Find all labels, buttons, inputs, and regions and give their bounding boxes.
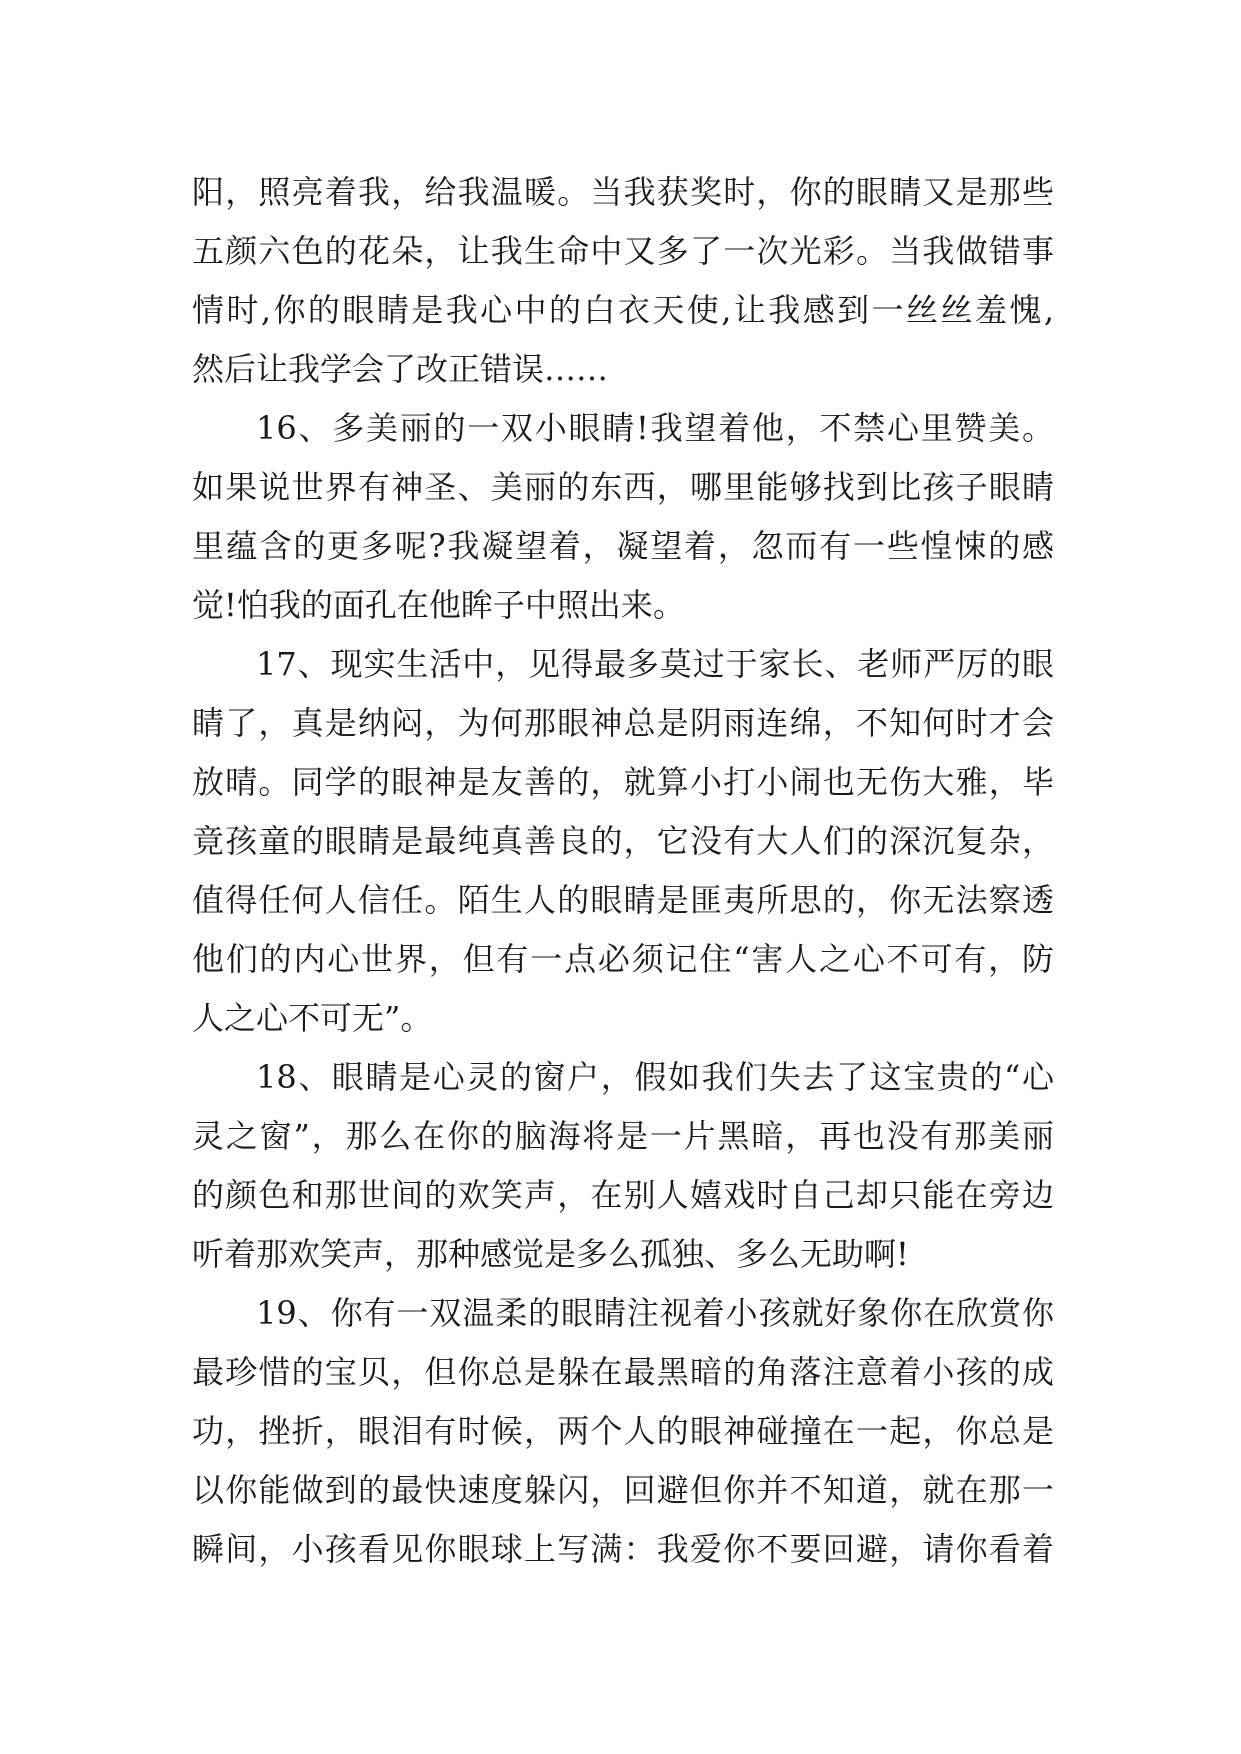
paragraph-16 xyxy=(192,399,1054,635)
text-line: 阳，照亮着我，给我温暖。当我获奖时，你的眼睛又是那些 xyxy=(192,173,1054,211)
text-line: 他们的内心世界，但有一点必须记住“害人之心不可有，防 xyxy=(192,940,1054,978)
text-line: 人之心不可无”。 xyxy=(192,999,433,1037)
text-line: 如果说世界有神圣、美丽的东西，哪里能够找到比孩子眼睛 xyxy=(192,468,1054,506)
document-body xyxy=(192,163,1054,1579)
text-line: 16、多美丽的一双小眼睛!我望着他，不禁心里赞美。 xyxy=(256,409,1054,447)
text-line: 五颜六色的花朵，让我生命中又多了一次光彩。当我做错事 xyxy=(192,232,1054,270)
text-line: 19、你有一双温柔的眼睛注视着小孩就好象你在欣赏你 xyxy=(256,1294,1054,1332)
paragraph-15-continued xyxy=(192,163,1054,399)
text-line: 功，挫折，眼泪有时候，两个人的眼神碰撞在一起，你总是 xyxy=(192,1412,1054,1450)
text-line: 以你能做到的最快速度躲闪，回避但你并不知道，就在那一 xyxy=(192,1471,1054,1509)
text-line: 17、现实生活中，见得最多莫过于家长、老师严厉的眼 xyxy=(256,645,1054,683)
text-line: 最珍惜的宝贝，但你总是躲在最黑暗的角落注意着小孩的成 xyxy=(192,1353,1054,1391)
paragraph-18 xyxy=(192,1048,1054,1284)
text-line: 听着那欢笑声，那种感觉是多么孤独、多么无助啊! xyxy=(192,1235,909,1273)
text-line: 放晴。同学的眼神是友善的，就算小打小闹也无伤大雅，毕 xyxy=(192,763,1054,801)
text-line: 瞬间，小孩看见你眼球上写满：我爱你不要回避，请你看着 xyxy=(192,1530,1054,1568)
paragraph-19 xyxy=(192,1284,1054,1579)
text-line: 然后让我学会了改正错误…… xyxy=(192,350,609,388)
text-line: 情时,你的眼睛是我心中的白衣天使,让我感到一丝丝羞愧, xyxy=(192,291,1054,329)
text-line: 18、眼睛是心灵的窗户，假如我们失去了这宝贵的“心 xyxy=(256,1058,1054,1096)
text-line: 睛了，真是纳闷，为何那眼神总是阴雨连绵，不知何时才会 xyxy=(192,704,1054,742)
text-line: 竟孩童的眼睛是最纯真善良的，它没有大人们的深沉复杂， xyxy=(192,822,1054,860)
text-line: 的颜色和那世间的欢笑声，在别人嬉戏时自己却只能在旁边 xyxy=(192,1176,1054,1214)
paragraph-17 xyxy=(192,635,1054,1048)
text-line: 灵之窗”，那么在你的脑海将是一片黑暗，再也没有那美丽 xyxy=(192,1117,1054,1155)
text-line: 觉!怕我的面孔在他眸子中照出来。 xyxy=(192,586,685,624)
text-line: 里蕴含的更多呢?我凝望着，凝望着，忽而有一些惶悚的感 xyxy=(192,527,1054,565)
text-line: 值得任何人信任。陌生人的眼睛是匪夷所思的，你无法察透 xyxy=(192,881,1054,919)
